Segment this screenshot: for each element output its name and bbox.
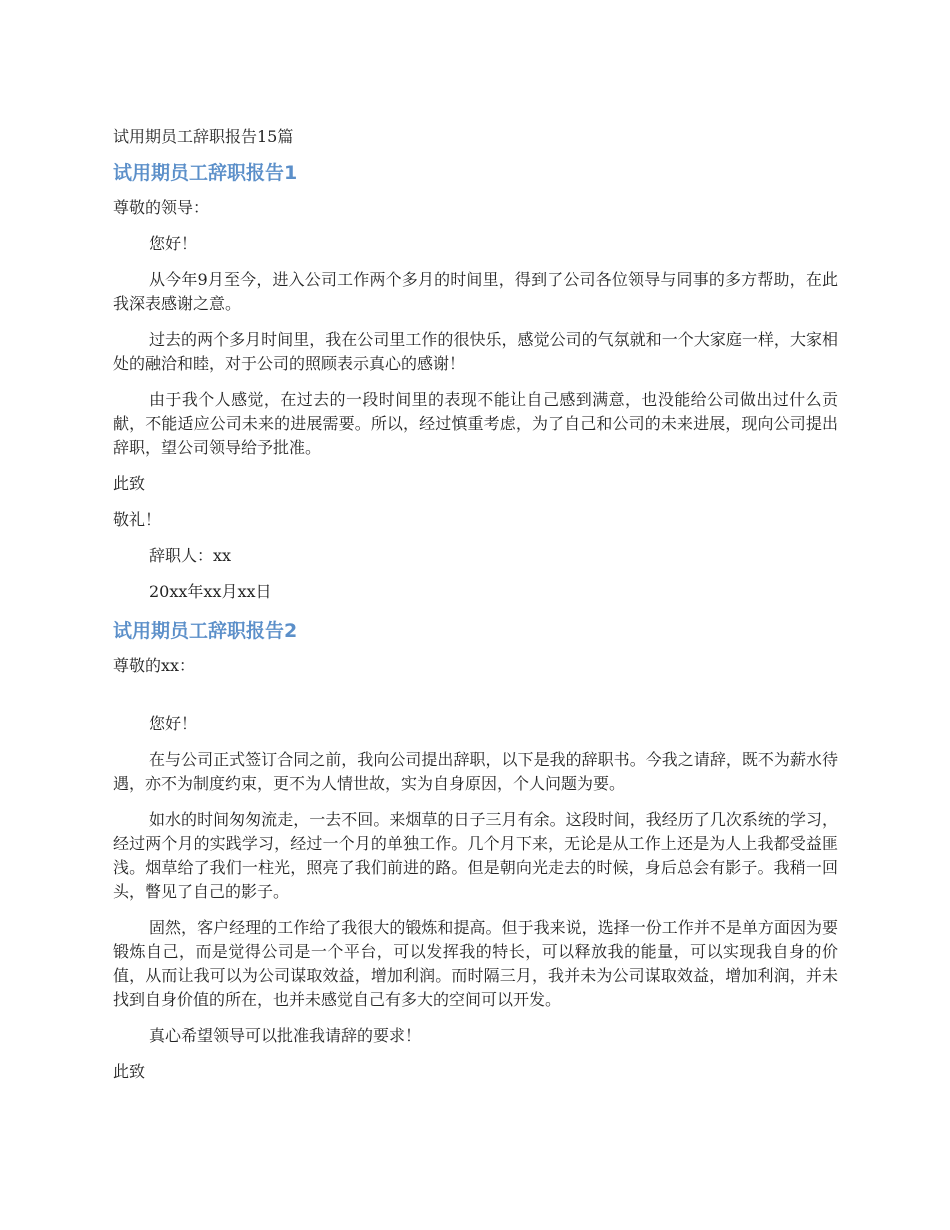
section-1-heading: 试用期员工辞职报告1: [113, 162, 298, 184]
greeting: 您好！: [149, 234, 198, 253]
salutation: 尊敬的领导：: [113, 198, 210, 217]
section-2: [113, 616, 838, 1084]
body-paragraph: 由于我个人感觉，在过去的一段时间里的表现不能让自己感到满意，也没能给公司做出过什么贡献，不能适应公司未来的进展需要。所以，经过慎重考虑，为了自己和公司的未来进展，现向公司提出辞职，望公司领导给予批准。: [113, 390, 838, 457]
closing-line: 此致: [113, 474, 146, 493]
document-title: 试用期员工辞职报告15篇: [113, 127, 294, 146]
body-paragraph: 真心希望领导可以批准我请辞的要求！: [149, 1026, 422, 1045]
greeting: 您好！: [149, 714, 198, 733]
body-paragraph: 如水的时间匆匆流走，一去不回。来烟草的日子三月有余。这段时间，我经历了几次系统的学习，经过两个月的实践学习，经过一个月的单独工作。几个月下来，无论是从工作上还是为人上我都受益匪浅。烟草给了我们一柱光，照亮了我们前进的路。但是朝向光走去的时候，身后总会有影子。我稍一回头，瞥见了自己的影子。: [113, 810, 838, 901]
section-2-heading: 试用期员工辞职报告2: [113, 620, 298, 642]
body-paragraph: 在与公司正式签订合同之前，我向公司提出辞职，以下是我的辞职书。今我之请辞，既不为薪水待遇，亦不为制度约束，更不为人情世故，实为自身原因，个人问题为要。: [113, 750, 838, 793]
body-paragraph: 过去的两个多月时间里，我在公司里工作的很快乐，感觉公司的气氛就和一个大家庭一样，大家相处的融洽和睦，对于公司的照顾表示真心的感谢！: [113, 330, 838, 373]
closing-regards: 敬礼！: [113, 510, 162, 529]
signature-name: 辞职人：xx: [149, 546, 232, 565]
closing-line: 此致: [113, 1062, 146, 1081]
salutation: 尊敬的xx：: [113, 656, 196, 675]
body-paragraph: 固然，客户经理的工作给了我很大的锻炼和提高。但于我来说，选择一份工作并不是单方面因为要锻炼自己，而是觉得公司是一个平台，可以发挥我的特长，可以释放我的能量，可以实现我自身的价值，从而让我可以为公司谋取效益，增加利润。而时隔三月，我并未为公司谋取效益，增加利润，并未找到自身价值的所在，也并未感觉自己有多大的空间可以开发。: [113, 918, 838, 1009]
section-1: [113, 158, 838, 604]
signature-date: 20xx年xx月xx日: [149, 582, 272, 601]
body-paragraph: 从今年9月至今，进入公司工作两个多月的时间里，得到了公司各位领导与同事的多方帮助，在此我深表感谢之意。: [113, 270, 838, 313]
